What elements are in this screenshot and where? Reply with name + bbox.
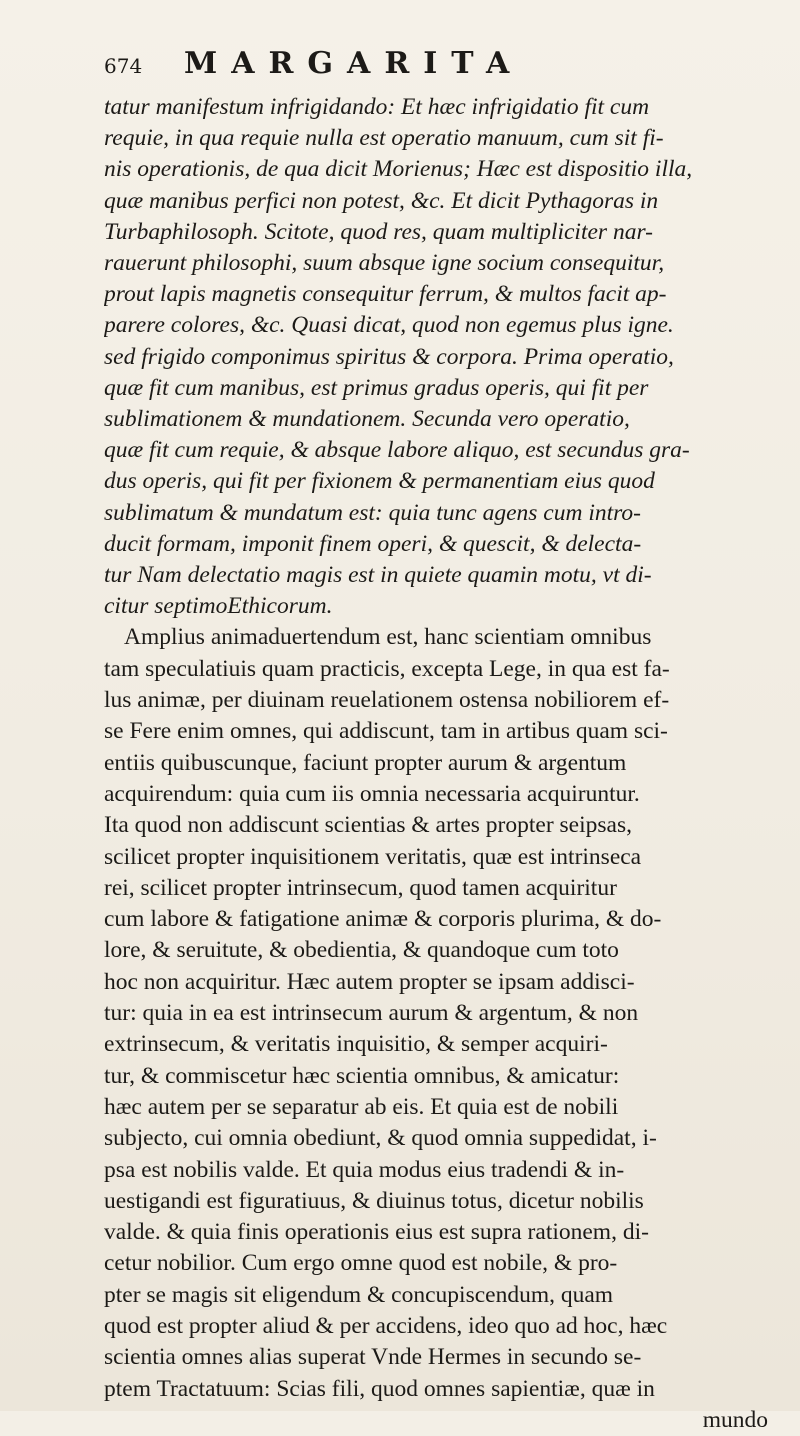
text-line: uestigandi est figuratiuus, & diuinus totus, dicetur nobilis [104, 1187, 644, 1214]
text-line: ptem Tractatuum: Scias fili, quod omnes sapientiæ, quæ in [104, 1375, 655, 1402]
text-line: quæ fit cum manibus, est primus gradus operis, qui fit per [104, 374, 649, 401]
running-title: MARGARITA [184, 46, 524, 81]
text-line: hæc autem per se separatur ab eis. Et quia est de nobili [104, 1093, 619, 1120]
text-line: pter se magis sit eligendum & concupiscendum, quam [104, 1281, 614, 1308]
text-line: Turbaphilosoph. Scitote, quod res, quam multipliciter nar- [104, 218, 653, 245]
text-line: extrinsecum, & veritatis inquisitio, & semper acquiri- [104, 1031, 608, 1058]
text-line: scilicet propter inquisitionem veritatis, quæ est intrinseca [104, 843, 642, 870]
text-line: rei, scilicet propter intrinsecum, quod tamen acquiritur [104, 874, 617, 901]
text-line: sed frigido componimus spiritus & corpora. Prima operatio, [104, 343, 674, 370]
text-line: quæ fit cum requie, & absque labore aliquo, est secundus gra- [104, 437, 690, 464]
text-line: requie, in qua requie nulla est operatio manuum, cum sit fi- [104, 125, 664, 152]
text-line: tatur manifestum infrigidando: Et hæc infrigidatio fit cum [104, 94, 650, 120]
text-line: tur: quia in ea est intrinsecum aurum & argentum, & non [104, 1000, 639, 1027]
paragraph-first-line: Amplius animaduertendum est, hanc scientiam omnibus [124, 624, 652, 651]
text-line: se Fere enim omnes, qui addiscunt, tam in artibus quam sci- [104, 718, 668, 745]
text-line: tur, & commiscetur hæc scientia omnibus, & amicatur: [104, 1062, 620, 1089]
text-line: acquirendum: quia cum iis omnia necessaria acquiruntur. [104, 780, 640, 807]
text-line: quæ manibus perfici non potest, &c. Et dicit Pythagoras in [104, 187, 659, 214]
italic-paragraph [104, 92, 778, 622]
text-line: ducit formam, imponit finem operi, & quescit, & delecta- [104, 530, 642, 557]
text-line: tur Nam delectatio magis est in quiete quamin motu, vt di- [104, 562, 652, 589]
text-line: parere colores, &c. Quasi dicat, quod non egemus plus igne. [104, 312, 674, 339]
text-line: lore, & seruitute, & obedientia, & quandoque cum toto [104, 937, 619, 964]
text-line: cetur nobilior. Cum ergo omne quod est nobile, & pro- [104, 1250, 618, 1277]
text-line: scientia omnes alias superat Vnde Hermes in secundo se- [104, 1344, 642, 1371]
text-line: rauerunt philosophi, suum absque igne socium consequitur, [104, 250, 665, 277]
text-line: nis operationis, de qua dicit Morienus; Hæc est dispositio illa, [104, 156, 693, 183]
roman-paragraph [104, 622, 778, 1436]
text-line: sublimationem & mundationem. Secunda vero operatio, [104, 406, 630, 433]
text-line: dus operis, qui fit per fixionem & permanentiam eius quod [104, 468, 655, 495]
text-line: prout lapis magnetis consequitur ferrum, & multos facit ap- [104, 281, 667, 308]
text-line: subjecto, cui omnia obediunt, & quod omnia suppedidat, i- [104, 1125, 657, 1152]
text-line: cum labore & fatigatione animæ & corporis plurima, & do- [104, 906, 662, 933]
text-line: hoc non acquiritur. Hæc autem propter se ipsam addisci- [104, 968, 635, 995]
text-line: Ita quod non addiscunt scientias & artes propter seipsas, [104, 812, 632, 839]
text-line: psa est nobilis valde. Et quia modus eius tradendi & in- [104, 1156, 625, 1183]
page-number: 674 [104, 54, 143, 78]
text-line: tam speculatiuis quam practicis, excepta Lege, in qua est fa- [104, 655, 670, 682]
text-line: valde. & quia finis operationis eius est supra rationem, di- [104, 1219, 649, 1246]
text-line: entiis quibuscunque, faciunt propter aurum & argentum [104, 749, 627, 776]
text-line: sublimatum & mundatum est: quia tunc agens cum intro- [104, 499, 641, 526]
text-line: lus animæ, per diuinam reuelationem ostensa nobiliorem ef- [104, 687, 670, 714]
text-line: quod est propter aliud & per accidens, ideo quo ad hoc, hæc [104, 1312, 668, 1339]
text-line: citur septimoEthicorum. [104, 593, 333, 620]
catchword: mundo [702, 1406, 768, 1433]
page-header [104, 46, 778, 88]
